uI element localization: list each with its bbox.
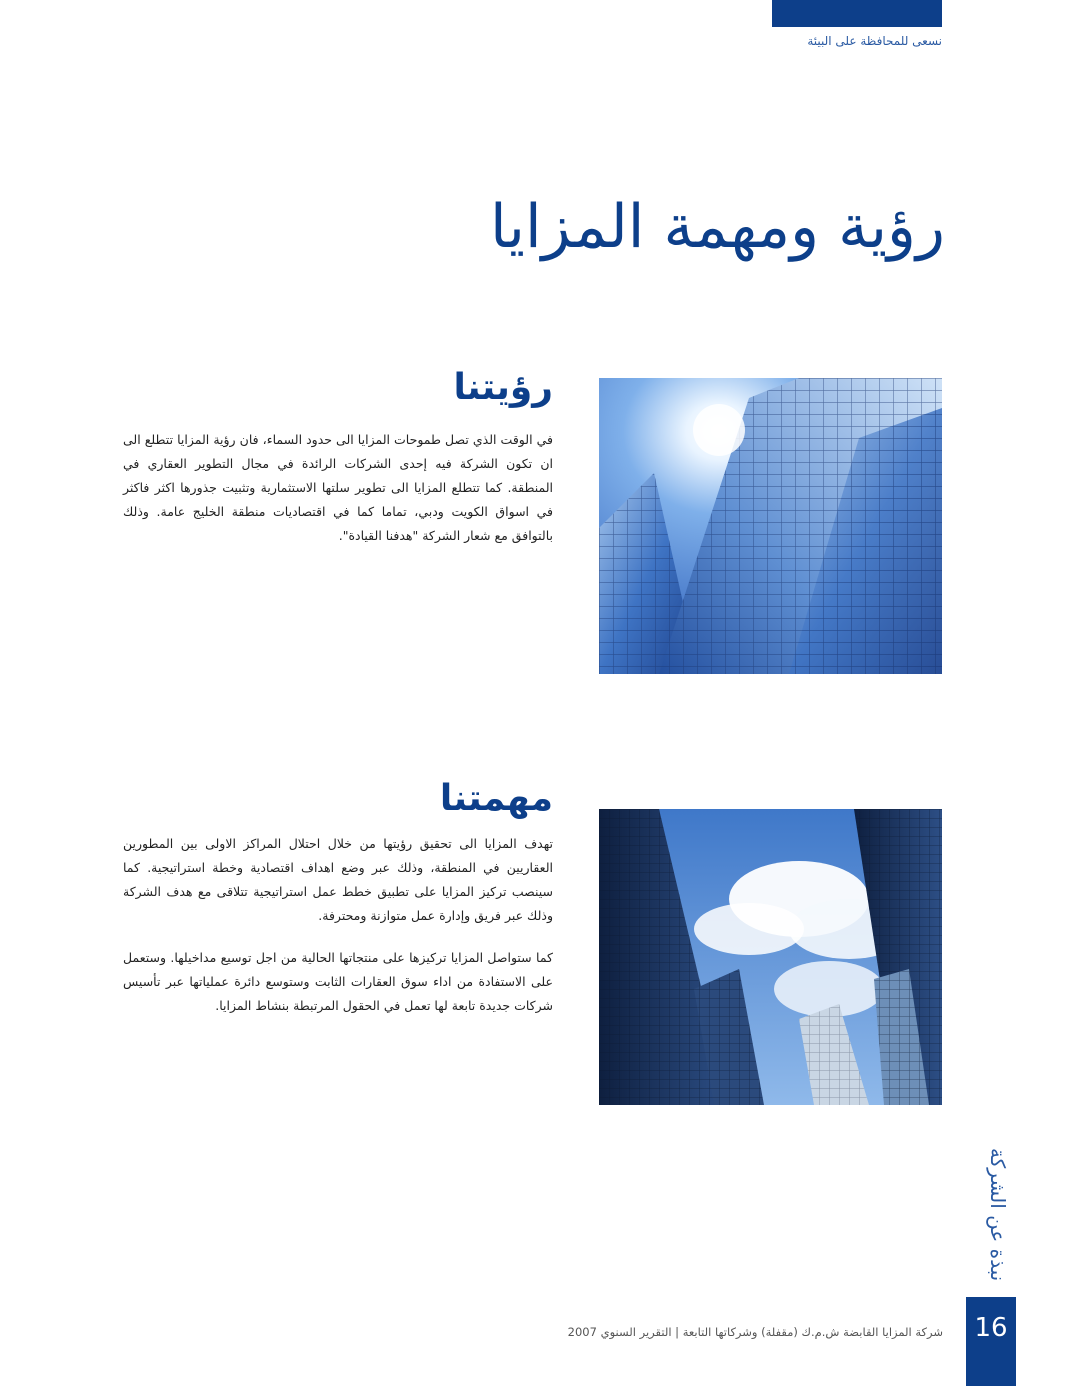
mission-paragraph-2: كما ستواصل المزايا تركيزها على منتجاتها الحالية من اجل توسيع مداخيلها. وستعمل على الاستفادة من اداء سوق العقارات الثابت وستوسع دائرة عملياتها عبر تأسيس شركات جديدة تابعة لها تعمل في الحقول المرتبطة بنشاط المزايا. [123, 950, 553, 1013]
vision-heading: رؤيتنا [453, 367, 553, 408]
footer-text: شركة المزايا القابضة ش.م.ك (مقفلة) وشركاتها التابعة | التقرير السنوي 2007 [567, 1325, 943, 1339]
side-section-label: نبذة عن الشركة [986, 1148, 1010, 1282]
mission-paragraph-1: تهدف المزايا الى تحقيق رؤيتها من خلال احتلال المراكز الاولى بين المطورين العقاريين في المنطقة، وذلك عبر وضع اهداف اقتصادية وخطة استراتيجية. كما سينصب تركيز المزايا على تطبيق خطط عمل استراتيجية تتلاقى مع هدف الشركة وذلك عبر فريق وإدارة عمل متوازنة ومحترفة. [123, 836, 553, 923]
page-title: رؤية ومهمة المزايا [490, 192, 945, 262]
mission-heading: مهمتنا [439, 778, 553, 819]
page-number-box [966, 1297, 1016, 1386]
vision-text: في الوقت الذي تصل طموحات المزايا الى حدود السماء، فان رؤية المزايا تتطلع الى ان تكون الشركة فيه إحدى الشركات الرائدة في مجال التطوير العقاري في المنطقة. كما تتطلع المزايا الى تطوير سلتها الاستثمارية وتثبيت جذورها اكثر فاكثر في اسواق الكويت ودبي، تماما كما في اقتصاديات منطقة الخليج عامة. وذلك بالتوافق مع شعار الشركة "هدفنا القيادة". [123, 432, 553, 543]
page-number: 16 [974, 1313, 1008, 1343]
skyscraper-photo [599, 378, 942, 674]
towers-sky-photo [599, 809, 942, 1105]
header-accent-bar [772, 0, 942, 27]
header-tagline: نسعى للمحافظة على البيئة [807, 34, 942, 48]
